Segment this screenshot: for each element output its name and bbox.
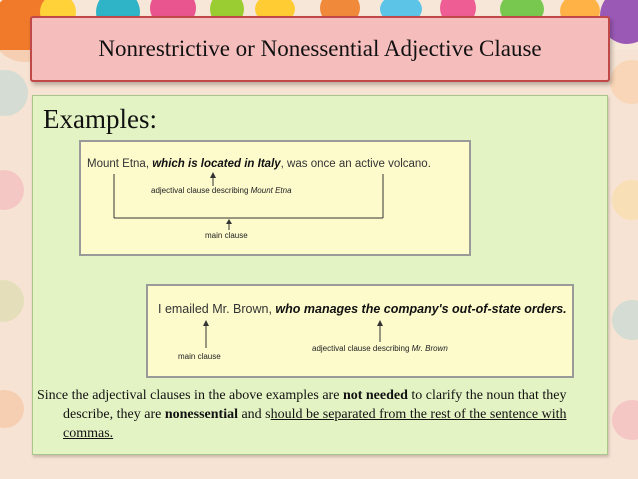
- example-2-before: I emailed Mr. Brown,: [158, 302, 272, 316]
- examples-heading: Examples:: [43, 104, 157, 134]
- example-1-sentence: [87, 158, 431, 170]
- explanation-part-2: to clarify the noun that they describe, they are: [63, 388, 567, 422]
- example-1-clause-label: [151, 186, 292, 195]
- example-2-clause-label-noun: Mr. Brown: [411, 344, 448, 353]
- example-1-after: , was once an active volcano.: [280, 158, 431, 170]
- example-1-clause: which is located in Italy: [152, 158, 281, 170]
- example-2-clause-label: [312, 344, 448, 353]
- explanation-part-1: Since the adjectival clauses in the above examples are: [37, 388, 343, 403]
- slide-title: Nonrestrictive or Nonessential Adjective Clause: [98, 36, 542, 61]
- slide-title-box: [30, 16, 610, 82]
- example-1-before: Mount Etna,: [87, 158, 150, 170]
- explanation-not-needed: not needed: [342, 388, 408, 403]
- example-2-clause: who manages the company's out-of-state orders: [275, 302, 564, 316]
- example-1-clause-label-noun: Mount Etna: [250, 186, 292, 195]
- example-1-clause-label-prefix: adjectival clause describing: [151, 186, 249, 195]
- explanation-part-3: and s: [237, 407, 271, 422]
- example-2-after: .: [563, 302, 567, 316]
- example-2-connector-lines: [148, 286, 572, 376]
- example-2-main-label: main clause: [178, 352, 221, 361]
- example-2-diagram: [146, 284, 574, 378]
- example-2-clause-label-prefix: adjectival clause describing: [312, 344, 410, 353]
- example-1-main-label: main clause: [205, 231, 248, 240]
- example-1-diagram: [79, 140, 471, 256]
- example-2-sentence: [158, 302, 567, 316]
- explanation-nonessential: nonessential: [164, 407, 238, 422]
- explanation-underlined: hould be separated from the rest of the sentence with commas.: [63, 407, 567, 441]
- slide-content: [32, 95, 608, 455]
- explanation-text: [37, 386, 603, 443]
